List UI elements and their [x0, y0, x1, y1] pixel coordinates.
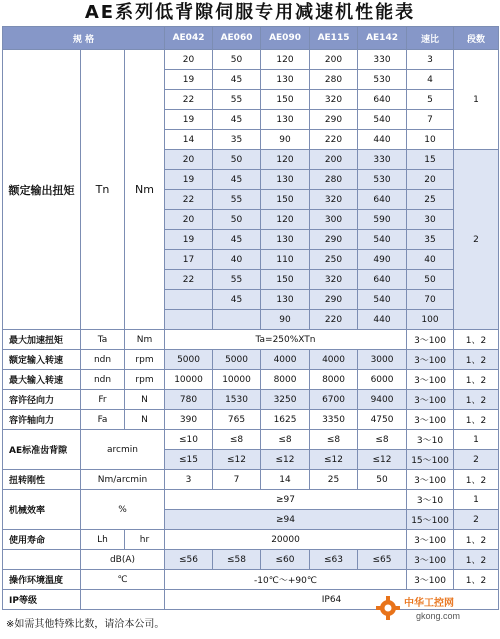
torque-value: 20 — [165, 210, 213, 230]
temperature-value: -10℃～+90℃ — [165, 570, 407, 590]
radial-force-value: 1530 — [213, 390, 261, 410]
torque-value: 250 — [310, 250, 358, 270]
radial-force-symbol: Fr — [81, 390, 125, 410]
torque-value: 19 — [165, 110, 213, 130]
stage-cell: 1、2 — [454, 350, 499, 370]
stage-cell: 1、2 — [454, 370, 499, 390]
ratio-cell: 5 — [407, 90, 454, 110]
radial-force — [3, 390, 499, 410]
footnote: ※如需其他特殊比数，请洽本公司。 — [6, 619, 165, 630]
ratio-cell: 30 — [407, 210, 454, 230]
rated-speed-symbol: ndn — [81, 350, 125, 370]
backlash-value: ≤8 — [213, 430, 261, 450]
stiffness-value: 7 — [213, 470, 261, 490]
rated-speed-value: 4000 — [261, 350, 310, 370]
temperature-row — [3, 570, 499, 590]
torque-unit: Nm — [125, 50, 165, 330]
max-speed-value: 8000 — [261, 370, 310, 390]
life-label: 使用寿命 — [3, 530, 81, 550]
stiffness-label: 扭转刚性 — [3, 470, 81, 490]
backlash-value: ≤10 — [165, 430, 213, 450]
rated-speed-value: 3000 — [358, 350, 407, 370]
torque-value: 22 — [165, 90, 213, 110]
torque-value: 290 — [310, 290, 358, 310]
torque-value: 90 — [261, 310, 310, 330]
radial-force-value: 9400 — [358, 390, 407, 410]
torque-value: 45 — [213, 170, 261, 190]
ratio-cell: 3～100 — [407, 410, 454, 430]
torque-value: 50 — [213, 210, 261, 230]
torque-value: 20 — [165, 50, 213, 70]
header-model: AE090 — [261, 27, 310, 50]
torque-value: 19 — [165, 70, 213, 90]
torque-value: 150 — [261, 270, 310, 290]
backlash-label: AE标准齿背隙 — [3, 430, 81, 470]
ratio-cell: 15 — [407, 150, 454, 170]
backlash-value: ≤8 — [261, 430, 310, 450]
backlash-value: ≤15 — [165, 450, 213, 470]
ratio-cell: 3～100 — [407, 390, 454, 410]
backlash-value: ≤12 — [213, 450, 261, 470]
stiffness-value: 3 — [165, 470, 213, 490]
life-unit: hr — [125, 530, 165, 550]
torque-value: 280 — [310, 70, 358, 90]
header-model: AE115 — [310, 27, 358, 50]
ratio-cell: 3～10 — [407, 430, 454, 450]
torque-value: 590 — [358, 210, 407, 230]
torque-row — [3, 50, 499, 70]
torque-value: 320 — [310, 270, 358, 290]
torque-value: 540 — [358, 230, 407, 250]
torque-value: 50 — [213, 150, 261, 170]
efficiency-unit: % — [81, 490, 165, 530]
noise-label — [3, 550, 81, 570]
ratio-cell: 3～100 — [407, 370, 454, 390]
torque-value: 45 — [213, 110, 261, 130]
ratio-cell: 100 — [407, 310, 454, 330]
max-speed — [3, 370, 499, 390]
axial-force-label: 容许轴向力 — [3, 410, 81, 430]
axial-force-value: 3350 — [310, 410, 358, 430]
torque-value — [165, 290, 213, 310]
torque-value: 330 — [358, 50, 407, 70]
rated-speed-value: 5000 — [213, 350, 261, 370]
torque-value: 300 — [310, 210, 358, 230]
ratio-cell: 3 — [407, 50, 454, 70]
torque-value: 640 — [358, 90, 407, 110]
header-model: AE042 — [165, 27, 213, 50]
noise-value: ≤56 — [165, 550, 213, 570]
noise-value: ≤63 — [310, 550, 358, 570]
torque-value: 90 — [261, 130, 310, 150]
ratio-cell: 4 — [407, 70, 454, 90]
rated-speed — [3, 350, 499, 370]
max-torque-label: 最大加速扭矩 — [3, 330, 81, 350]
max-speed-value: 10000 — [165, 370, 213, 390]
ratio-cell: 3～100 — [407, 330, 454, 350]
ip-value: IP64 — [165, 590, 499, 610]
max-torque-unit: Nm — [125, 330, 165, 350]
stage-cell: 1、2 — [454, 570, 499, 590]
stage-cell: 1 — [454, 490, 499, 510]
torque-value: 40 — [213, 250, 261, 270]
torque-value: 120 — [261, 150, 310, 170]
radial-force-value: 6700 — [310, 390, 358, 410]
gear-icon — [376, 596, 400, 620]
temperature-unit: ℃ — [81, 570, 165, 590]
rated-speed-value: 5000 — [165, 350, 213, 370]
torque-value: 200 — [310, 50, 358, 70]
torque-value: 22 — [165, 190, 213, 210]
ratio-cell: 20 — [407, 170, 454, 190]
efficiency-value: ≥97 — [165, 490, 407, 510]
max-speed-value: 6000 — [358, 370, 407, 390]
backlash-unit: arcmin — [81, 430, 165, 470]
max-speed-symbol: ndn — [81, 370, 125, 390]
torque-value: 120 — [261, 210, 310, 230]
torque-value: 45 — [213, 70, 261, 90]
torque-value: 45 — [213, 230, 261, 250]
torque-value: 330 — [358, 150, 407, 170]
torque-value: 220 — [310, 130, 358, 150]
torque-value: 19 — [165, 170, 213, 190]
torque-value: 490 — [358, 250, 407, 270]
ip-blank — [81, 590, 165, 610]
torque-value: 50 — [213, 50, 261, 70]
life-value: 20000 — [165, 530, 407, 550]
header-stage: 段数 — [454, 27, 499, 50]
backlash-value: ≤12 — [310, 450, 358, 470]
stage-cell: 1、2 — [454, 470, 499, 490]
axial-force-value: 390 — [165, 410, 213, 430]
torque-value: 280 — [310, 170, 358, 190]
ratio-cell: 70 — [407, 290, 454, 310]
noise-value: ≤65 — [358, 550, 407, 570]
efficiency-value: ≥94 — [165, 510, 407, 530]
axial-force-unit: N — [125, 410, 165, 430]
torque-value: 530 — [358, 170, 407, 190]
ratio-cell: 3～100 — [407, 570, 454, 590]
torque-value: 440 — [358, 130, 407, 150]
torque-value: 110 — [261, 250, 310, 270]
header-spec: 规 格 — [3, 27, 165, 50]
max-speed-value: 10000 — [213, 370, 261, 390]
backlash-value: ≤12 — [261, 450, 310, 470]
torque-value: 55 — [213, 90, 261, 110]
radial-force-value: 3250 — [261, 390, 310, 410]
ratio-cell: 3～100 — [407, 470, 454, 490]
torque-value: 290 — [310, 230, 358, 250]
torque-value: 540 — [358, 110, 407, 130]
efficiency-label: 机械效率 — [3, 490, 81, 530]
torque-value: 14 — [165, 130, 213, 150]
ratio-cell: 3～100 — [407, 350, 454, 370]
ratio-cell: 3～10 — [407, 490, 454, 510]
header-row — [3, 27, 499, 50]
stage-cell: 1 — [454, 430, 499, 450]
noise-value: ≤58 — [213, 550, 261, 570]
stage-cell: 1、2 — [454, 330, 499, 350]
rated-speed-label: 额定输入转速 — [3, 350, 81, 370]
page-title: AE系列低背隙伺服专用减速机性能表 — [84, 2, 416, 23]
watermark-logo — [374, 593, 494, 623]
backlash-row — [3, 430, 499, 450]
watermark-text: 中华工控网 — [404, 598, 454, 609]
watermark-url: gkong.com — [416, 611, 461, 621]
radial-force-value: 780 — [165, 390, 213, 410]
ratio-cell: 35 — [407, 230, 454, 250]
max-torque-value: Ta=250%XTn — [165, 330, 407, 350]
axial-force-symbol: Fa — [81, 410, 125, 430]
axial-force — [3, 410, 499, 430]
max-torque-symbol: Ta — [81, 330, 125, 350]
stage-cell: 1 — [454, 50, 499, 150]
ratio-cell: 15～100 — [407, 450, 454, 470]
radial-force-unit: N — [125, 390, 165, 410]
noise-unit: dB(A) — [81, 550, 165, 570]
ratio-cell: 3～100 — [407, 550, 454, 570]
temperature-label: 操作环境温度 — [3, 570, 81, 590]
radial-force-label: 容许径向力 — [3, 390, 81, 410]
header-model: AE060 — [213, 27, 261, 50]
ip-label: IP等级 — [3, 590, 81, 610]
torque-symbol: Tn — [81, 50, 125, 330]
torque-value: 55 — [213, 270, 261, 290]
rated-speed-unit: rpm — [125, 350, 165, 370]
stage-cell: 2 — [454, 450, 499, 470]
ratio-cell: 50 — [407, 270, 454, 290]
torque-value: 19 — [165, 230, 213, 250]
torque-value: 130 — [261, 110, 310, 130]
torque-value — [213, 310, 261, 330]
torque-value: 35 — [213, 130, 261, 150]
stiffness-value: 14 — [261, 470, 310, 490]
stiffness-row — [3, 470, 499, 490]
torque-value: 290 — [310, 110, 358, 130]
torque-value: 150 — [261, 90, 310, 110]
torque-value: 320 — [310, 90, 358, 110]
torque-value: 130 — [261, 290, 310, 310]
torque-value: 17 — [165, 250, 213, 270]
max-torque-row — [3, 330, 499, 350]
torque-value: 640 — [358, 270, 407, 290]
torque-value: 20 — [165, 150, 213, 170]
ratio-cell: 7 — [407, 110, 454, 130]
stage-cell: 1、2 — [454, 410, 499, 430]
torque-value: 130 — [261, 230, 310, 250]
noise-row — [3, 550, 499, 570]
ratio-cell: 15～100 — [407, 510, 454, 530]
backlash-value: ≤8 — [310, 430, 358, 450]
backlash-value: ≤12 — [358, 450, 407, 470]
torque-value: 150 — [261, 190, 310, 210]
spec-table — [2, 26, 499, 610]
stiffness-unit: Nm/arcmin — [81, 470, 165, 490]
torque-value: 540 — [358, 290, 407, 310]
torque-value: 120 — [261, 50, 310, 70]
efficiency-row — [3, 490, 499, 510]
ratio-cell: 3～100 — [407, 530, 454, 550]
torque-value: 130 — [261, 170, 310, 190]
torque-value: 200 — [310, 150, 358, 170]
torque-value: 45 — [213, 290, 261, 310]
torque-value: 220 — [310, 310, 358, 330]
stage-cell: 1、2 — [454, 390, 499, 410]
ratio-cell: 40 — [407, 250, 454, 270]
header-ratio: 速比 — [407, 27, 454, 50]
stage-cell: 1、2 — [454, 550, 499, 570]
torque-value: 22 — [165, 270, 213, 290]
axial-force-value: 765 — [213, 410, 261, 430]
stage-cell: 2 — [454, 510, 499, 530]
stiffness-value: 25 — [310, 470, 358, 490]
backlash-value: ≤8 — [358, 430, 407, 450]
torque-value: 530 — [358, 70, 407, 90]
torque-value — [165, 310, 213, 330]
rated-speed-value: 4000 — [310, 350, 358, 370]
torque-value: 130 — [261, 70, 310, 90]
life-row — [3, 530, 499, 550]
stage-cell: 1、2 — [454, 530, 499, 550]
max-speed-label: 最大输入转速 — [3, 370, 81, 390]
life-symbol: Lh — [81, 530, 125, 550]
ratio-cell: 10 — [407, 130, 454, 150]
max-speed-unit: rpm — [125, 370, 165, 390]
torque-label: 额定输出扭矩 — [3, 50, 81, 330]
header-model: AE142 — [358, 27, 407, 50]
stiffness-value: 50 — [358, 470, 407, 490]
stage-cell: 2 — [454, 150, 499, 330]
axial-force-value: 1625 — [261, 410, 310, 430]
torque-value: 320 — [310, 190, 358, 210]
noise-value: ≤60 — [261, 550, 310, 570]
torque-value: 440 — [358, 310, 407, 330]
max-speed-value: 8000 — [310, 370, 358, 390]
ratio-cell: 25 — [407, 190, 454, 210]
torque-value: 55 — [213, 190, 261, 210]
axial-force-value: 4750 — [358, 410, 407, 430]
torque-value: 640 — [358, 190, 407, 210]
